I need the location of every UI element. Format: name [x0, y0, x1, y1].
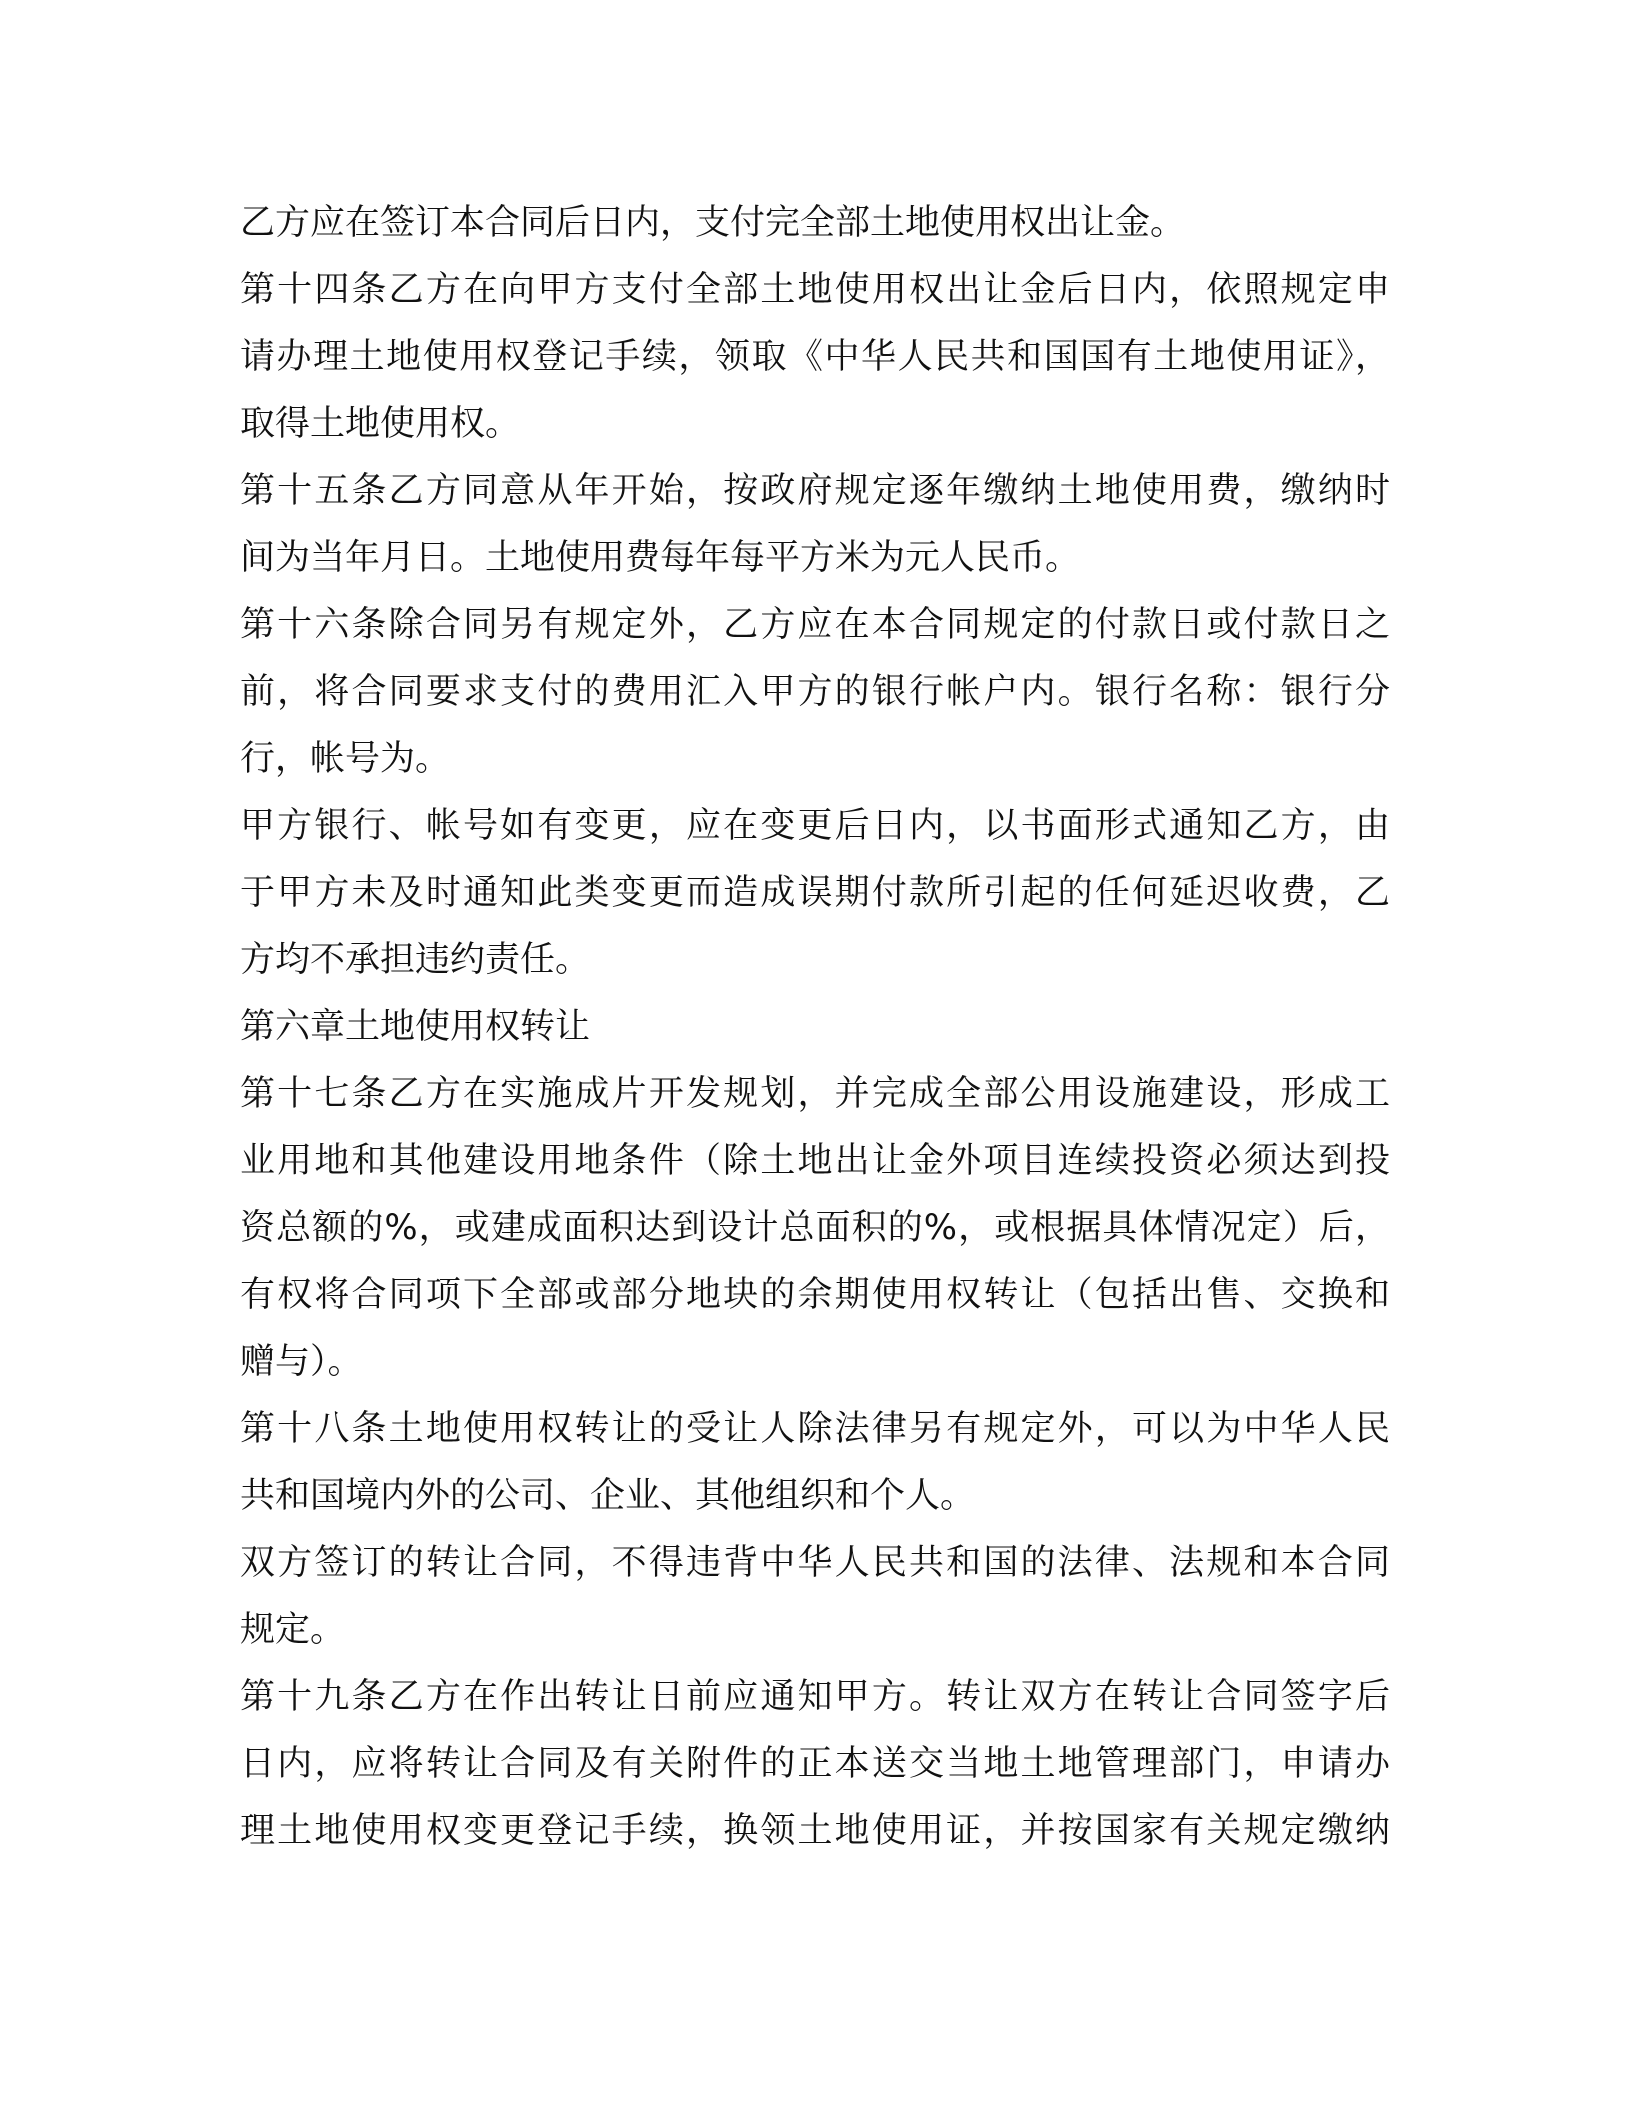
text-line: 日内，应将转让合同及有关附件的正本送交当地土地管理部门，申请办: [240, 1744, 1390, 1784]
text-line: 第十五条乙方同意从年开始，按政府规定逐年缴纳土地使用费，缴纳时: [240, 471, 1390, 511]
document-body: [240, 190, 1390, 1865]
text-line: 取得土地使用权。: [240, 404, 521, 444]
text-line: 于甲方未及时通知此类变更而造成误期付款所引起的任何延迟收费，乙: [240, 873, 1390, 913]
text-line: 第十八条土地使用权转让的受让人除法律另有规定外，可以为中华人民: [240, 1409, 1390, 1449]
text-line: 第十九条乙方在作出转让日前应通知甲方。转让双方在转让合同签字后: [240, 1677, 1390, 1717]
text-line: 业用地和其他建设用地条件（除土地出让金外项目连续投资必须达到投: [240, 1141, 1390, 1181]
text-line: 资总额的%，或建成面积达到设计总面积的%，或根据具体情况定）后，: [240, 1208, 1390, 1248]
text-line: 甲方银行、帐号如有变更，应在变更后日内，以书面形式通知乙方，由: [240, 806, 1390, 846]
text-line: 理土地使用权变更登记手续，换领土地使用证，并按国家有关规定缴纳: [240, 1811, 1390, 1851]
text-line: 间为当年月日。土地使用费每年每平方米为元人民币。: [240, 538, 1081, 578]
text-line: 有权将合同项下全部或部分地块的余期使用权转让（包括出售、交换和: [240, 1275, 1390, 1315]
text-line: 共和国境内外的公司、企业、其他组织和个人。: [240, 1476, 976, 1516]
text-line: 方均不承担违约责任。: [240, 940, 591, 980]
text-line: 第十四条乙方在向甲方支付全部土地使用权出让金后日内，依照规定申: [240, 270, 1390, 310]
text-line: 第十六条除合同另有规定外，乙方应在本合同规定的付款日或付款日之: [240, 605, 1390, 645]
text-line: 前，将合同要求支付的费用汇入甲方的银行帐户内。银行名称：银行分: [240, 672, 1390, 712]
chapter-heading: 第六章土地使用权转让: [240, 1007, 591, 1047]
text-line: 双方签订的转让合同，不得违背中华人民共和国的法律、法规和本合同: [240, 1543, 1390, 1583]
text-line: 规定。: [240, 1610, 346, 1650]
text-line: 第十七条乙方在实施成片开发规划，并完成全部公用设施建设，形成工: [240, 1074, 1390, 1114]
text-line: 请办理土地使用权登记手续，领取《中华人民共和国国有土地使用证》，: [240, 337, 1390, 377]
text-line: 乙方应在签订本合同后日内，支付完全部土地使用权出让金。: [240, 203, 1186, 243]
text-line: 行，帐号为。: [240, 739, 451, 779]
text-line: 赠与）。: [240, 1342, 363, 1382]
